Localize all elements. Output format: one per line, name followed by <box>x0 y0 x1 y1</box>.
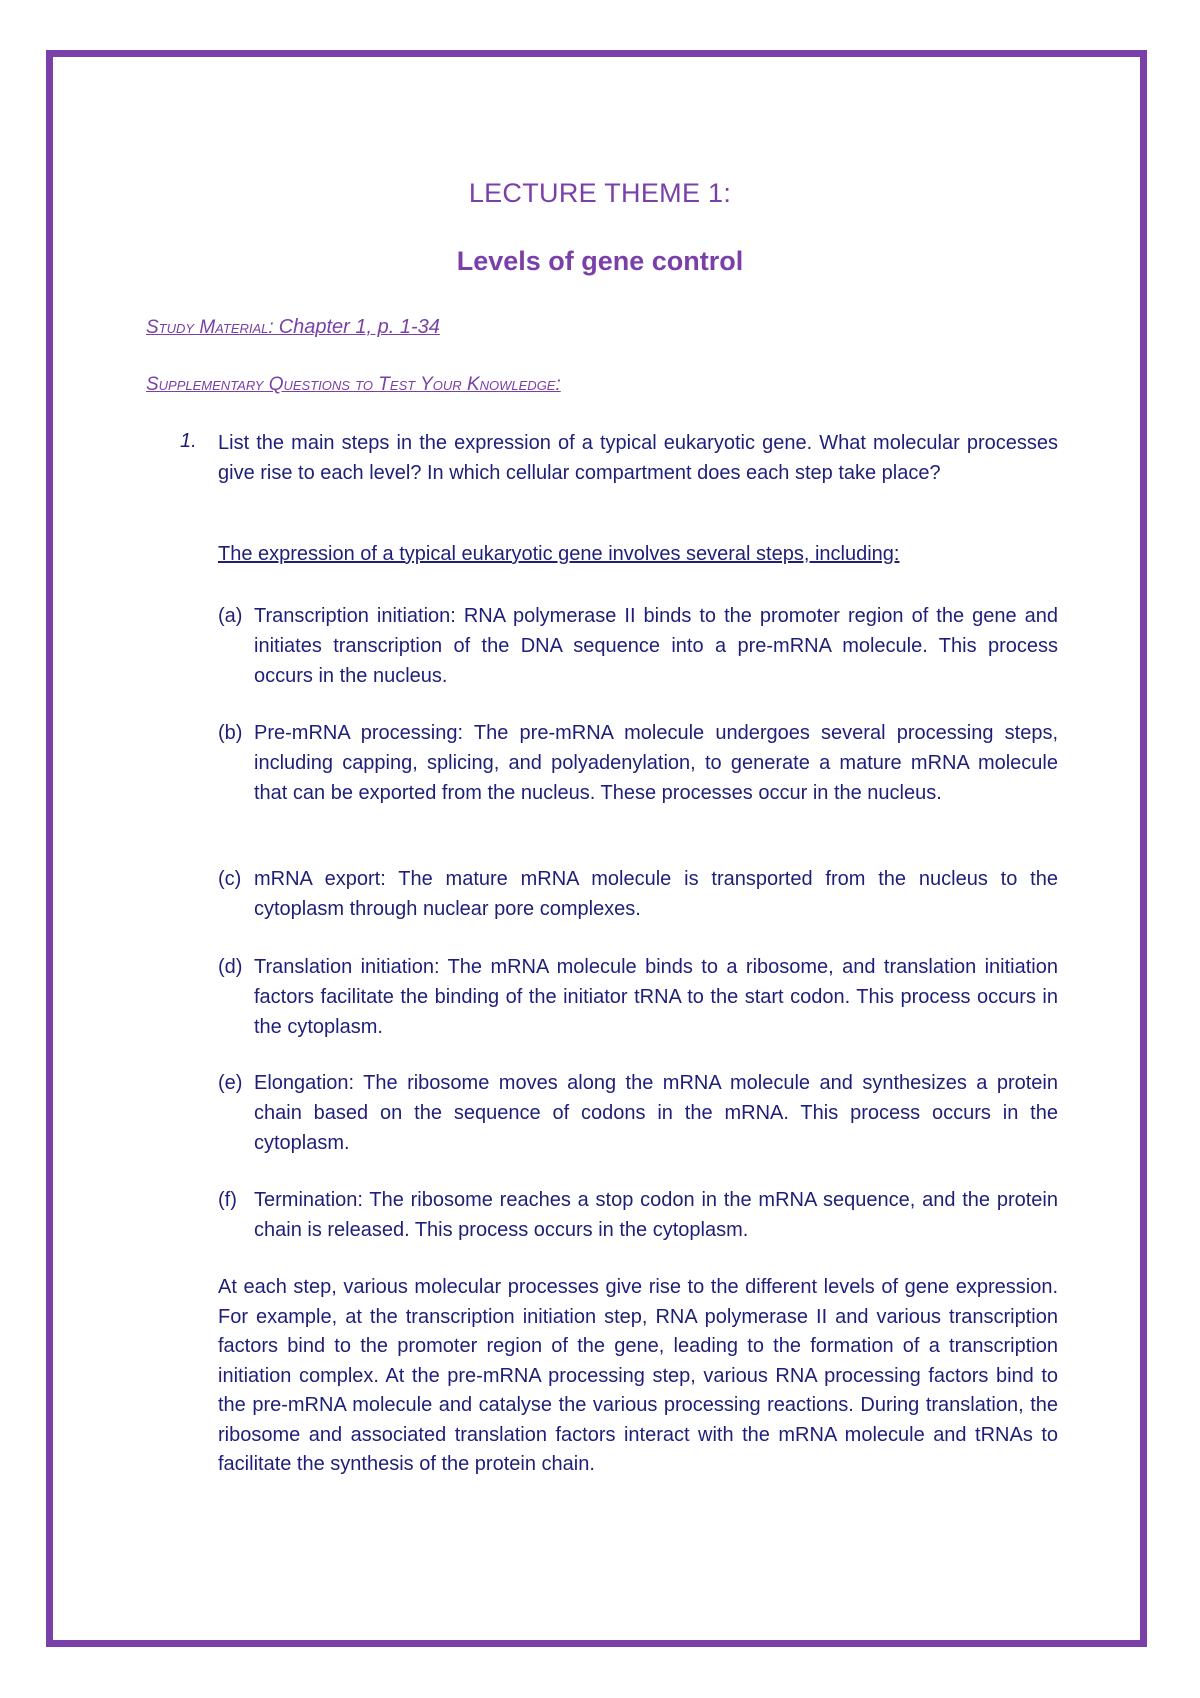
supplementary-questions-heading <box>146 374 561 396</box>
step-text: Pre-mRNA processing: The pre-mRNA molecule undergoes several processing steps, including capping, splicing, and polyadenylation, to generate a mature mRNA molecule that can be exported from the nucleus. These processes occur in the nucleus. <box>254 722 1058 804</box>
theme-subtitle: Levels of gene control <box>456 246 744 276</box>
step-text: Termination: The ribosome reaches a stop codon in the mRNA sequence, and the protein chain is released. This process occurs in the cytoplasm. <box>254 1189 1058 1241</box>
question-text: List the main steps in the expression of a typical eukaryotic gene. What molecular processes give rise to each level? In which cellular compartment does each step take place? <box>218 432 1058 484</box>
study-material-label: Study Material: <box>146 317 274 338</box>
step-label: (f) <box>218 1189 237 1211</box>
step-text: Translation initiation: The mRNA molecule binds to a ribosome, and translation initiation factors facilitate the binding of the initiator tRNA to the start codon. This process occurs in the cytoplasm. <box>254 956 1058 1038</box>
supplementary-label: Supplementary Questions to Test Your Knowledge: <box>146 374 561 395</box>
step-label: (b) <box>218 722 243 744</box>
step-label: (e) <box>218 1072 243 1094</box>
answer-intro: The expression of a typical eukaryotic gene involves several steps, including: <box>218 543 900 565</box>
theme-title: LECTURE THEME 1: <box>468 178 732 208</box>
step-label: (d) <box>218 956 243 978</box>
study-material-reference: Chapter 1, p. 1-34 <box>278 316 440 338</box>
step-text: Transcription initiation: RNA polymerase II binds to the promoter region of the gene and initiates transcription of the DNA sequence into a pre-mRNA molecule. This process occurs in the nucleus. <box>254 605 1058 687</box>
step-label: (a) <box>218 605 243 627</box>
answer-summary: At each step, various molecular processes give rise to the different levels of gene expression. For example, at the transcription initiation step, RNA polymerase II and various transcription factors bind to the promoter region of the gene, leading to the formation of a transcription initiation complex. At the pre-mRNA processing step, various RNA processing factors bind to the pre-mRNA molecule and catalyse the various processing reactions. During translation, the ribosome and associated translation factors interact with the mRNA molecule and tRNAs to facilitate the synthesis of the protein chain. <box>218 1276 1058 1475</box>
step-text: mRNA export: The mature mRNA molecule is transported from the nucleus to the cytoplasm through nuclear pore complexes. <box>254 868 1058 920</box>
step-label: (c) <box>218 868 242 890</box>
study-material-line <box>146 316 440 339</box>
question-number: 1. <box>180 430 197 452</box>
step-text: Elongation: The ribosome moves along the mRNA molecule and synthesizes a protein chain based on the sequence of codons in the mRNA. This process occurs in the cytoplasm. <box>254 1072 1058 1154</box>
